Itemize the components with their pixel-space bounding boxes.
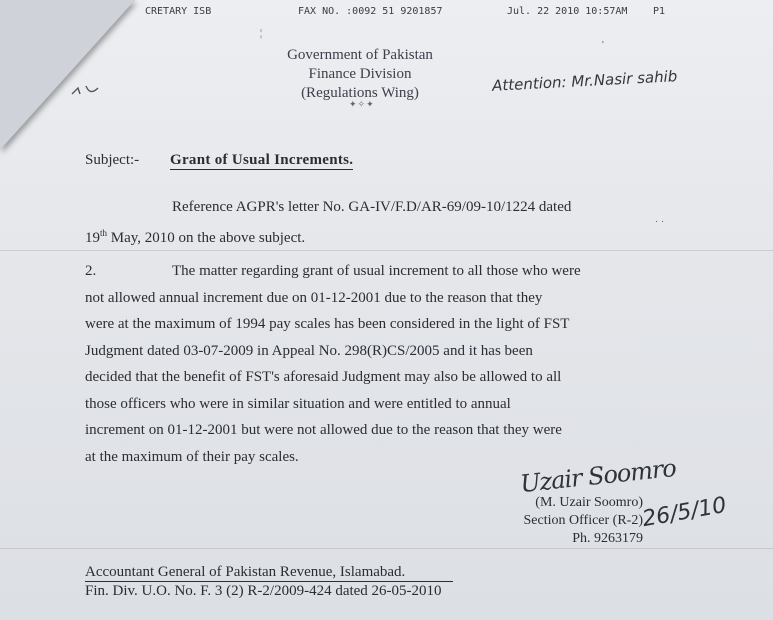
scan-speck: ˙ ˙ xyxy=(655,220,665,231)
paragraph-line: increment on 01-12-2001 but were not allowed due to the reason that they were xyxy=(85,422,562,438)
paragraph-line: The matter regarding grant of usual increment to all those who were xyxy=(172,263,581,279)
ink-mark-icon xyxy=(68,80,108,100)
letterhead-division: Finance Division xyxy=(308,66,412,82)
handwritten-attention-note: Attention: Mr.Nasir sahib xyxy=(491,67,678,95)
fax-datetime: Jul. 22 2010 10:57AM xyxy=(507,6,628,17)
reference-line-1: Reference AGPR's letter No. GA-IV/F.D/AR-69/09-10/1224 dated xyxy=(172,199,572,215)
subject-label: Subject:- xyxy=(85,152,140,168)
handwritten-signature-icon: Uzair Soomro xyxy=(518,453,678,499)
letterhead xyxy=(200,46,520,103)
folded-corner xyxy=(0,0,135,150)
reference-rest: May, 2010 on the above subject. xyxy=(107,230,306,246)
letterhead-wing: (Regulations Wing) xyxy=(301,85,419,101)
reference-day: 19 xyxy=(85,230,100,246)
paragraph-line: not allowed annual increment due on 01-12-2001 due to the reason that they xyxy=(85,289,543,306)
letterhead-ornament-icon: ✦✧✦ xyxy=(349,99,375,109)
paragraph-line: those officers who were in similar situation and were entitled to annual xyxy=(85,395,511,412)
scan-speck: ¦ xyxy=(260,28,263,39)
signatory-phone: Ph. 9263179 xyxy=(572,531,643,546)
subject-title: Grant of Usual Increments. xyxy=(170,152,354,168)
signatory-block xyxy=(498,494,643,548)
fax-sender: CRETARY ISB xyxy=(145,6,212,17)
reference-day-suffix: th xyxy=(100,228,108,238)
reference-line-2 xyxy=(85,220,305,252)
letterhead-government: Government of Pakistan xyxy=(287,47,433,63)
scan-speck: ' xyxy=(602,40,604,51)
fax-number: FAX NO. :0092 51 9201857 xyxy=(298,6,443,17)
paragraph-line: Judgment dated 03-07-2009 in Appeal No. 298(R)CS/2005 and it has been xyxy=(85,342,533,359)
paper-fold xyxy=(0,548,773,549)
signatory-designation: Section Officer (R-2) xyxy=(523,513,643,528)
signatory-name: (M. Uzair Soomro) xyxy=(535,495,643,510)
paragraph-line: decided that the benefit of FST's aforesaid Judgment may also be allowed to all xyxy=(85,369,562,385)
paragraph-line: were at the maximum of 1994 pay scales has been considered in the light of FST xyxy=(85,316,570,332)
paragraph-number: 2. xyxy=(85,263,97,279)
fax-page: P1 xyxy=(653,6,666,17)
signature-date: 26/5/10 xyxy=(640,492,729,533)
uo-number: Fin. Div. U.O. No. F. 3 (2) R-2/2009-424 dated 26-05-2010 xyxy=(85,583,442,599)
paragraph-line: at the maximum of their pay scales. xyxy=(85,448,299,465)
addressee: Accountant General of Pakistan Revenue, Islamabad. xyxy=(85,564,453,582)
